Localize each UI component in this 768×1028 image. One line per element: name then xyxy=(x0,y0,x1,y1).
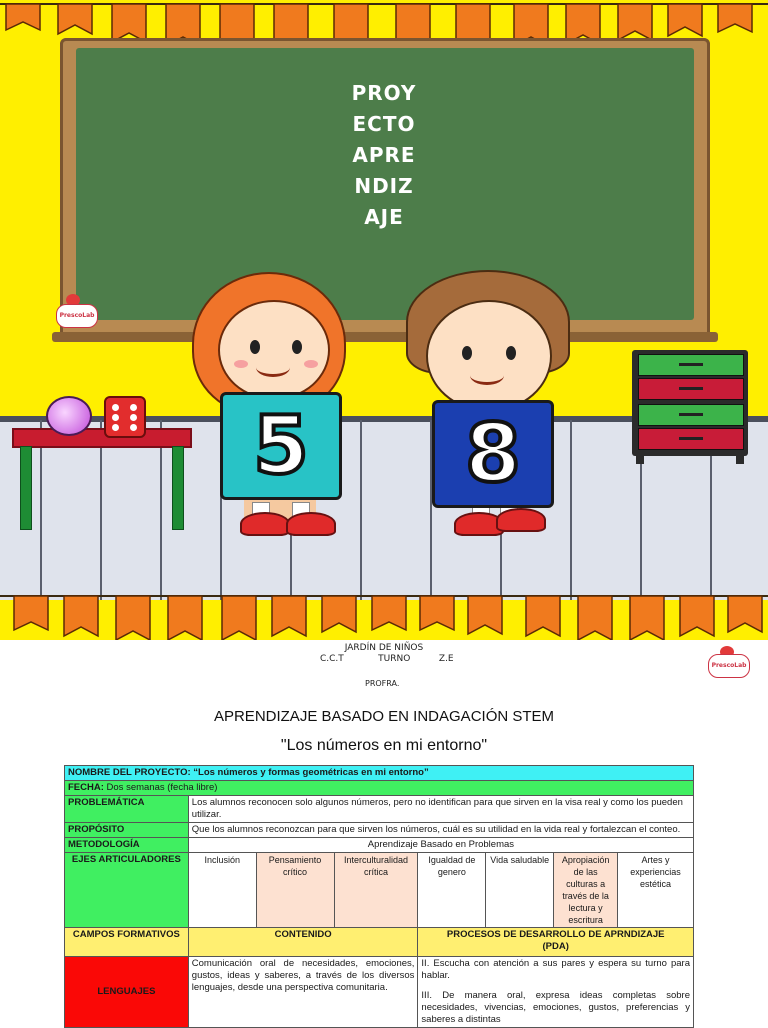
toy-ball-icon xyxy=(46,396,92,436)
table-leg xyxy=(20,446,32,530)
axis-inclusion: Inclusión xyxy=(188,853,256,928)
table-row xyxy=(65,838,694,853)
table-row xyxy=(65,781,694,796)
floor-plank-line xyxy=(360,420,362,600)
number-card-5 xyxy=(220,392,342,500)
cabinet-foot xyxy=(736,454,744,464)
date-cell xyxy=(65,781,694,796)
cct-label: C.C.T xyxy=(320,654,344,664)
formative-fields-label: CAMPOS FORMATIVOS xyxy=(65,928,189,957)
eye xyxy=(506,346,516,360)
languages-pda xyxy=(418,957,694,1028)
date-value: Dos semanas (fecha libre) xyxy=(103,782,218,793)
logo: PrescoLab xyxy=(708,654,750,678)
axes-label: EJES ARTICULADORES xyxy=(65,853,189,928)
languages-content: Comunicación oral de necesidades, emociones, gustos, ideas y saberes, a través de los diversos lenguajes, desde una perspectiva comunitaria. xyxy=(188,957,418,1028)
chalkboard-ledge xyxy=(52,332,718,342)
content-label: CONTENIDO xyxy=(188,928,418,957)
floor-plank-line xyxy=(570,420,572,600)
green-drawer xyxy=(638,404,744,426)
table-row xyxy=(65,928,694,957)
purpose-value: Que los alumnos reconozcan para que sirven los números, cuál es su utilidad en la vida real y fortalezcan el conteo. xyxy=(188,823,693,838)
cheek xyxy=(234,360,248,368)
card-number: 8 xyxy=(465,407,521,500)
red-drawer xyxy=(638,428,744,450)
eye xyxy=(462,346,472,360)
problem-value: Los alumnos reconocen solo algunos números, pero no identifican para que sirven en la visa real y como los pueden utilizar. xyxy=(188,796,693,823)
pda-sublabel: (PDA) xyxy=(542,941,569,952)
shoe-icon xyxy=(286,512,336,536)
cheek xyxy=(304,360,318,368)
boy-face xyxy=(426,300,552,412)
school-codes-row xyxy=(320,654,454,664)
methodology-label: METODOLOGÍA xyxy=(65,838,189,853)
pda-item: III. De manera oral, expresa ideas completas sobre necesidades, vivencias, emociones, gustos, preferencias y saberes a distintas xyxy=(421,990,690,1025)
date-label: FECHA: xyxy=(68,782,104,793)
green-drawer xyxy=(638,354,744,376)
table-row xyxy=(65,957,694,1028)
teacher-label: PROFRA. xyxy=(365,679,400,688)
school-name: JARDÍN DE NIÑOS xyxy=(344,643,424,653)
girl-face xyxy=(218,300,330,400)
axis-arts: Artes y experiencias estética xyxy=(618,853,694,928)
pda-label: PROCESOS DE DESARROLLO DE APRNDIZAJE xyxy=(446,929,665,940)
pda-header xyxy=(418,928,694,957)
axis-gender-equality: Igualdad de genero xyxy=(418,853,486,928)
number-card-8 xyxy=(432,400,554,508)
turno-label: TURNO xyxy=(378,654,411,664)
axis-reading-writing: Apropiación de las culturas a través de la lectura y escritura xyxy=(554,853,618,928)
table-leg xyxy=(172,446,184,530)
project-title: "Los números en mi entorno" xyxy=(280,737,488,754)
languages-label: LENGUAJES xyxy=(65,957,189,1028)
table-row xyxy=(65,853,694,928)
table-row xyxy=(65,766,694,781)
axis-critical-thinking: Pensamiento crítico xyxy=(256,853,334,928)
table-row xyxy=(65,796,694,823)
project-name-value: “Los números y formas geométricas en mi entorno” xyxy=(190,767,429,778)
logo: PrescoLab xyxy=(56,304,98,328)
card-number: 5 xyxy=(253,399,309,492)
bottom-bunting xyxy=(0,590,768,640)
project-name-label: NOMBRE DEL PROYECTO: xyxy=(68,767,191,778)
eye xyxy=(292,340,302,354)
red-drawer xyxy=(638,378,744,400)
cabinet-foot xyxy=(636,454,644,464)
eye xyxy=(250,340,260,354)
board-title: PROYECTO APRENDIZAJE xyxy=(351,81,417,229)
pda-item: II. Escucha con atención a sus pares y espera su turno para hablar. xyxy=(421,958,690,981)
axis-healthy-life: Vida saludable xyxy=(486,853,554,928)
project-name-cell xyxy=(65,766,694,781)
problem-label: PROBLEMÁTICA xyxy=(65,796,189,823)
dice-icon xyxy=(104,396,146,438)
shoe-icon xyxy=(496,508,546,532)
methodology-value: Aprendizaje Basado en Problemas xyxy=(188,838,693,853)
smile xyxy=(256,358,290,377)
axis-interculturality: Interculturalidad crítica xyxy=(334,853,418,928)
red-table xyxy=(12,428,192,448)
purpose-label: PROPÓSITO xyxy=(65,823,189,838)
shoe-icon xyxy=(240,512,290,536)
smile xyxy=(470,366,504,385)
table-row xyxy=(65,823,694,838)
document-title: APRENDIZAJE BASADO EN INDAGACIÓN STEM xyxy=(213,708,555,725)
ze-label: Z.E xyxy=(438,654,454,664)
project-plan-table xyxy=(64,765,694,1028)
